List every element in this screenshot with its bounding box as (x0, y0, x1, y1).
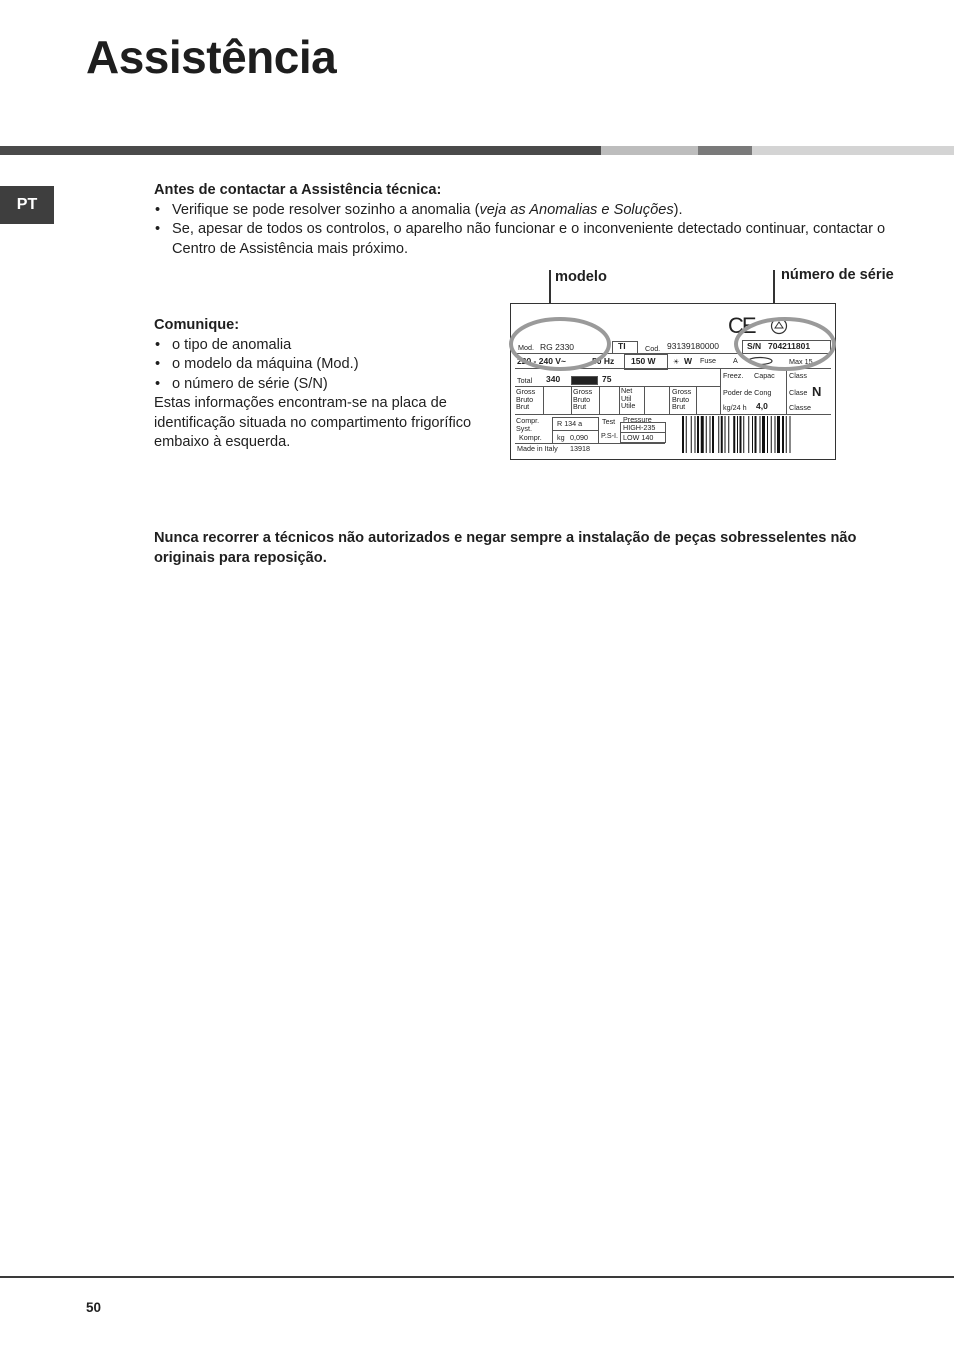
plate-total-label: Total (517, 376, 533, 385)
list-item (154, 201, 902, 221)
plate-rule (515, 414, 831, 415)
plate-total-value: 340 (546, 374, 561, 384)
plate-fuse: Fuse (700, 356, 716, 365)
plate-vrule (571, 387, 572, 414)
list-item: • o número de série (S/N) (154, 375, 474, 395)
plate-vrule (696, 387, 697, 414)
plate-watts: 150 W (631, 356, 656, 366)
page-title: Assistência (86, 31, 337, 83)
plate-sn-label: S/N (747, 341, 762, 351)
plate-low: LOW 140 (623, 433, 654, 442)
plate-gross1: Gross Bruto Brut (516, 387, 536, 411)
plate-kg-value: 0,090 (570, 433, 588, 442)
plate-mod-label: Mod. (518, 343, 534, 352)
plate-gross2: Gross Bruto Brut (573, 387, 593, 411)
communicate-section (154, 316, 474, 453)
communicate-heading: Comunique: (154, 317, 240, 333)
plate-vrule (669, 387, 670, 414)
before-contact-section (154, 181, 902, 259)
plate-vrule (720, 369, 721, 414)
plate-freez: Freez. (723, 371, 744, 380)
list-item: • o modelo da máquina (Mod.) (154, 355, 474, 375)
plate-vrule (786, 369, 787, 414)
plate-max: Max 15 (789, 357, 813, 366)
page-number: 50 (86, 1300, 102, 1315)
plate-classe: Classe (789, 403, 811, 412)
lamp-icon: ☀ (673, 357, 680, 366)
ce-mark: CE (728, 313, 755, 338)
model-callout: modelo (555, 269, 607, 285)
communicate-list (154, 336, 474, 395)
plate-kg24: kg/24 h (723, 403, 747, 412)
header-bar-dark (0, 146, 601, 155)
plate-cod-value: 93139180000 (667, 341, 720, 351)
header-bar-light (601, 146, 698, 155)
plate-amp: A (733, 356, 738, 365)
plate-vrule (543, 387, 544, 414)
plate-class-value: N (812, 384, 822, 399)
plate-kg24-value: 4,0 (756, 401, 768, 411)
footer-rule (0, 1276, 954, 1278)
plate-gross3: Gross Bruto Brut (672, 387, 692, 411)
plate-lamp-w: W (684, 356, 693, 366)
plate-hz: 50 Hz (592, 356, 615, 366)
header-bar-pale (752, 146, 954, 155)
plate-capac: Capac (754, 371, 775, 380)
plate-cod-label: Cod. (645, 344, 661, 353)
plate-sn-value: 704211801 (768, 341, 811, 351)
plate-mod-value: RG 2330 (540, 342, 575, 352)
model-highlight-circle (508, 316, 615, 372)
plate-kg-label: kg (557, 433, 565, 442)
plate-net: Net Util Utile (621, 386, 636, 410)
plate-vrule (619, 387, 620, 414)
plate-compr: Compr. Syst. (516, 416, 540, 433)
plate-total-value2: 75 (602, 374, 612, 384)
barcode-icon (682, 416, 830, 453)
before-contact-list (154, 201, 902, 260)
plate-vrule (599, 387, 600, 414)
plate-pressure: Pressure (623, 415, 652, 424)
plate-kompr: Kompr. (519, 433, 542, 442)
serial-highlight-circle (733, 316, 837, 372)
language-tab: PT (0, 186, 54, 224)
communicate-note: Estas informações encontram-se na placa de identificação situada no compartimento frigorífico embaixo à esquerda. (154, 395, 472, 450)
plate-vrule (644, 387, 645, 414)
plate-clase: Clase (789, 388, 808, 397)
plate-made-code: 13918 (570, 444, 590, 453)
plate-psi: P.S-I. (601, 431, 619, 440)
star-rating-box (571, 376, 598, 385)
list-item (154, 220, 902, 259)
plate-class: Class (789, 371, 807, 380)
serial-callout: número de série (781, 267, 894, 283)
before-contact-heading: Antes de contactar a Assistência técnica: (154, 182, 442, 198)
plate-poder: Poder de Cong (723, 388, 772, 397)
bullet-text: Verifique se pode resolver sozinho a anomalia ( (172, 201, 480, 218)
plate-voltage: 220 - 240 V~ (517, 356, 566, 366)
plate-made-in: Made in Italy (517, 444, 558, 453)
plate-test: Test (602, 417, 616, 426)
list-item: • o tipo de anomalia (154, 336, 474, 356)
plate-ti: TI (618, 341, 626, 351)
bullet-text-end: ). (673, 201, 683, 218)
plate-refrigerant: R 134 a (557, 419, 583, 428)
header-bar-mid (698, 146, 752, 155)
warning-text: Nunca recorrer a técnicos não autorizados e negar sempre a instalação de peças sobresselentes não originais para reposição. (154, 530, 857, 566)
plate-high: HIGH-235 (623, 423, 656, 432)
bullet-text: Se, apesar de todos os controlos, o aparelho não funcionar e o inconveniente detectado continuar, contactar o Centro de Assistência mais próximo. (172, 221, 886, 257)
bullet-italic-ref: veja as Anomalias e Soluções (479, 201, 674, 218)
